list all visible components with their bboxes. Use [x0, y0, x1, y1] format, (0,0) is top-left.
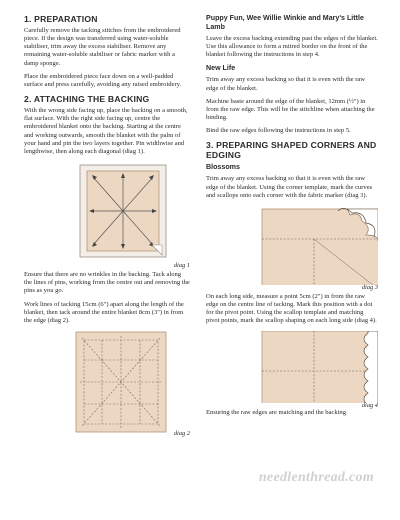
watermark: needlenthread.com — [258, 470, 374, 485]
right-column — [206, 14, 378, 422]
new-life-paragraph-3: Bind the raw edges following the instructions in step 5. — [206, 127, 351, 135]
section-2-paragraph-1: With the wrong side facing up, place the backing on a smooth, flat surface. With the right side facing up, centre the embroidered blanket onto the backing. Starting at the centre and working outwards, smooth the blanket with the palm of your hand and pin the two layers together. Pin widthwise and lengthwise, then along each diagonal (diag 1). — [24, 107, 188, 155]
section-2-title: 2. ATTACHING THE BACKING — [24, 94, 150, 105]
blossoms-subheading: Blossoms — [206, 163, 240, 172]
diagram-3 — [254, 205, 378, 293]
diagram-2 — [24, 330, 190, 440]
section-1-paragraph-1: Carefully remove the tacking stitches from the embroidered piece. If the design was transferred using water-soluble stabiliser, trim away the excess stabiliser. Remove any remaining water-soluble stabiliser or fabric marker with a damp sponge. — [24, 27, 181, 67]
diagram-3-illustration — [254, 205, 378, 285]
puppy-fun-subheading: Puppy Fun, Wee Willie Winkie and Mary's Little Lamb — [206, 14, 364, 31]
blossoms-paragraph-1: Trim away any excess backing so that it is even with the raw edge of the blanket. Using the corner template, mark the curves and scallops onto each corner with the fabric marker (diag 3). — [206, 175, 373, 199]
new-life-paragraph-1: Trim away any excess backing so that it is even with the raw edge of the blanket. — [206, 76, 366, 92]
diagram-4-caption: diag 4 — [361, 401, 378, 409]
section-3-title: 3. PREPARING SHAPED CORNERS AND EDGING — [206, 140, 377, 161]
tail-paragraph: Ensuring the raw edges are matching and the backing — [206, 408, 346, 416]
diagram-1-illustration — [24, 161, 190, 263]
section-1-title: 1. PREPARATION — [24, 14, 98, 24]
new-life-subheading: New Life — [206, 64, 236, 73]
diagram-2-caption: diag 2 — [173, 429, 190, 437]
section-2-paragraph-2: Ensure that there are no wrinkles in the backing. Tack along the lines of pins, working from the centre out and removing the pins as you go. — [24, 271, 190, 295]
blossoms-paragraph-2: On each long side, measure a point 5cm (2") in from the raw edge on the centre line of tacking. Mark this position with a dot for the pivot point. Using the scallop template and matching pivot points, mark the scallop shaping on each long side (diag 4). — [206, 292, 377, 325]
section-2-paragraph-3: Work lines of tacking 15cm (6") apart along the length of the blanket, then tack around the entire blanket 8cm (3") in from the edge (diag 2). — [24, 300, 184, 324]
diagram-1-caption: diag 1 — [173, 262, 190, 270]
diagram-4-illustration — [254, 331, 378, 403]
diagram-1 — [24, 161, 190, 271]
left-column — [24, 14, 190, 440]
diagram-3-caption: diag 3 — [361, 283, 378, 291]
diagram-2-illustration — [24, 330, 190, 434]
diagram-4 — [254, 331, 378, 411]
puppy-fun-paragraph: Leave the excess backing extending past the edges of the blanket. Use this allowance to form a mitred border on the front of the blanket following the instructions in step 4. — [206, 35, 378, 59]
section-1-paragraph-2: Place the embroidered piece face down on a well-padded surface and press carefully, avoiding any raised embroidery. — [24, 72, 182, 88]
new-life-paragraph-2: Machine baste around the edge of the blanket, 12mm (½") in from the raw edge. This will be the stitchline when attaching the binding. — [206, 97, 375, 122]
